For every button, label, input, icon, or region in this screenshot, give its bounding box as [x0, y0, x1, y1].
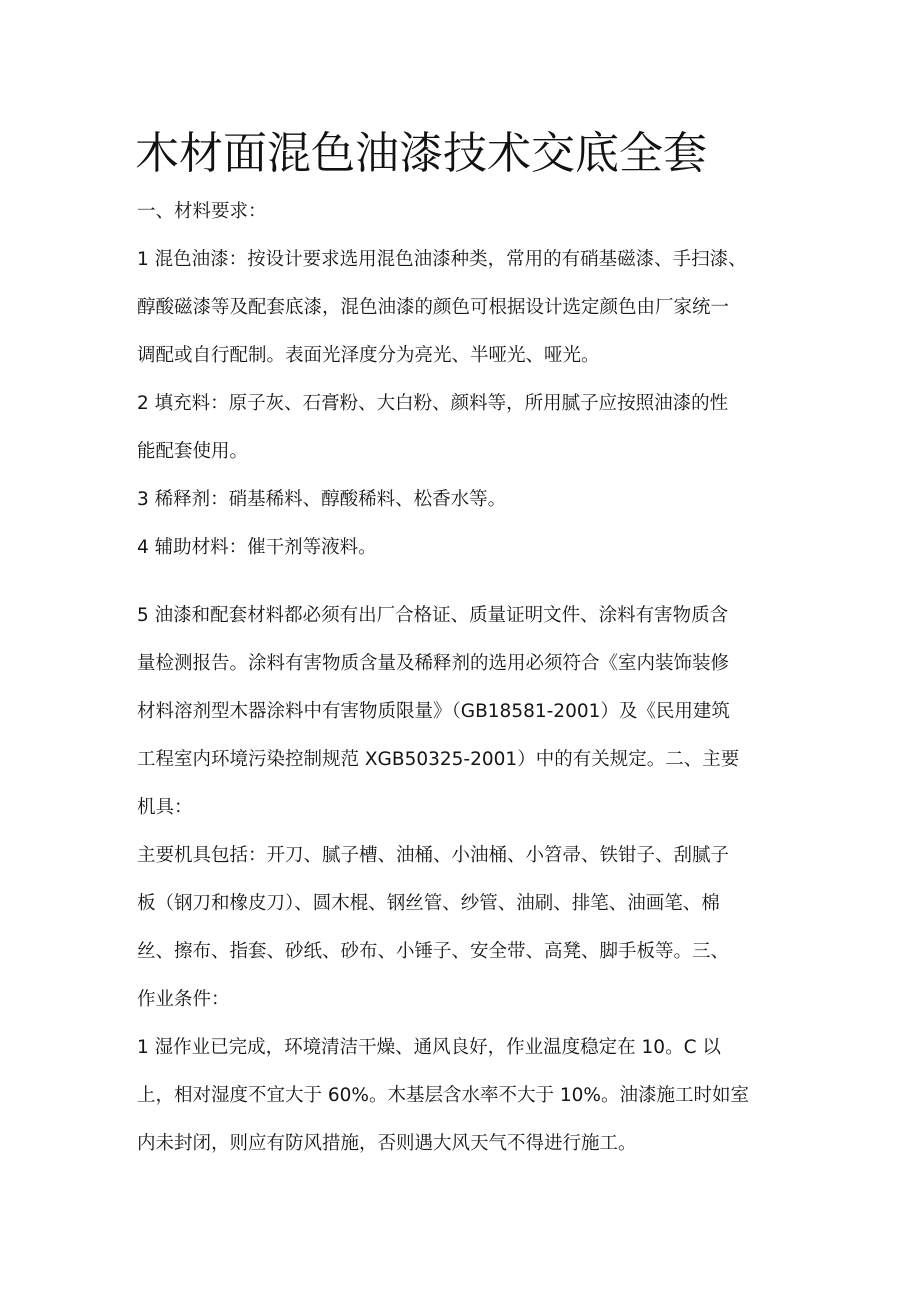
text-line: 主要机具包括：开刀、腻子槽、油桶、小油桶、小笤帚、铁钳子、刮腻子: [137, 845, 730, 866]
document-title: 木材面混色油漆技术交底全套: [135, 128, 707, 179]
text-line: 1 混色油漆：按设计要求选用混色油漆种类，常用的有硝基磁漆、手扫漆、: [137, 249, 747, 270]
text-line: 5 油漆和配套材料都必须有出厂合格证、质量证明文件、涂料有害物质含: [137, 605, 729, 626]
text-line: 丝、擦布、指套、砂纸、砂布、小锤子、安全带、高凳、脚手板等。三、: [137, 941, 730, 962]
text-line: 4 辅助材料：催干剂等液料。: [137, 537, 377, 558]
text-line: 一、材料要求：: [137, 201, 267, 222]
text-line: 工程室内环境污染控制规范 XGB50325-2001）中的有关规定。二、主要: [137, 749, 740, 770]
text-line: 作业条件：: [137, 989, 230, 1010]
text-line: 内未封闭，则应有防风措施，否则遇大风天气不得进行施工。: [137, 1133, 637, 1154]
text-line: 3 稀释剂：硝基稀料、醇酸稀料、松香水等。: [137, 489, 507, 510]
text-line: 2 填充料：原子灰、石膏粉、大白粉、颜料等，所用腻子应按照油漆的性: [137, 393, 729, 414]
text-line: 材料溶剂型木器涂料中有害物质限量》（GB18581-2001）及《民用建筑: [137, 701, 730, 722]
text-line: 板（钢刀和橡皮刀）、圆木棍、钢丝管、纱管、油刷、排笔、油画笔、棉: [137, 893, 720, 914]
text-line: 量检测报告。涂料有害物质含量及稀释剂的选用必须符合《室内装饰装修: [137, 653, 730, 674]
text-line: 上，相对湿度不宜大于 60%。木基层含水率不大于 10%。油漆施工时如室: [137, 1085, 750, 1106]
text-line: 能配套使用。: [137, 441, 249, 462]
text-line: 醇酸磁漆等及配套底漆，混色油漆的颜色可根据设计选定颜色由厂家统一: [137, 297, 730, 318]
text-line: 调配或自行配制。表面光泽度分为亮光、半哑光、哑光。: [137, 345, 600, 366]
text-line: 1 湿作业已完成，环境清洁干燥、通风良好，作业温度稳定在 10。C 以: [137, 1037, 721, 1058]
text-line: 机具：: [137, 797, 193, 818]
